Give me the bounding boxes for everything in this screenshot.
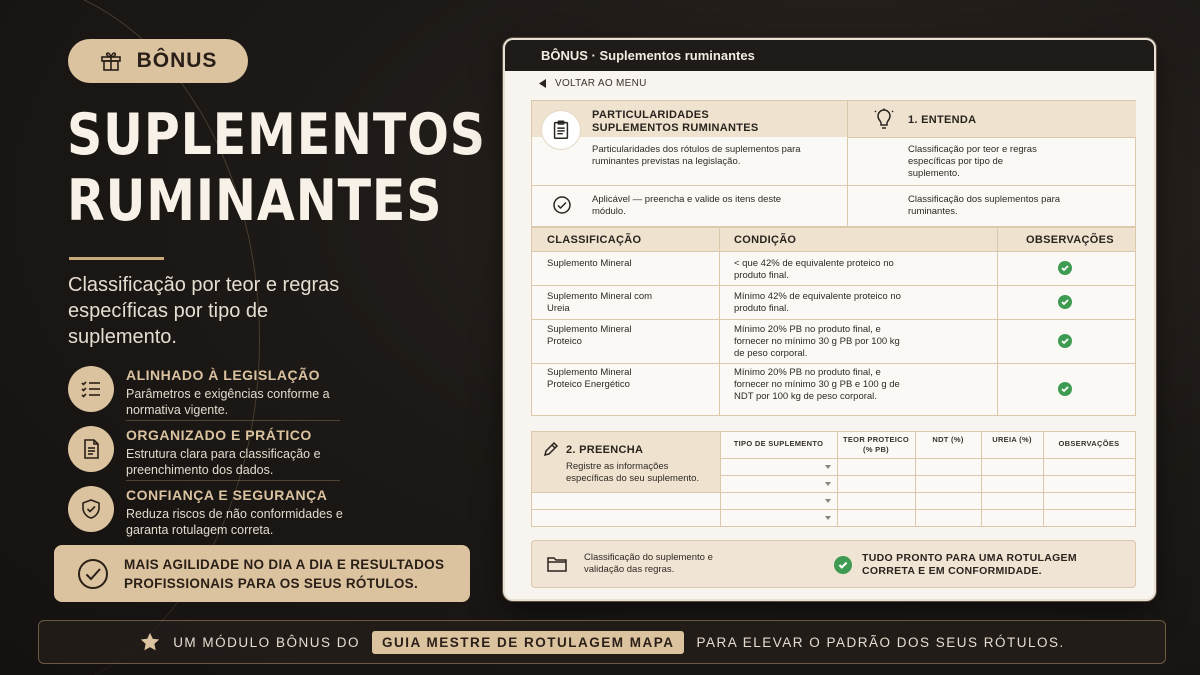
feature-confianca	[68, 486, 343, 540]
feature-organizado	[68, 426, 340, 480]
feature-desc: Parâmetros e exigências conforme a normativa vigente.	[126, 387, 330, 417]
bonus-badge	[68, 39, 248, 83]
value-input-cells[interactable]	[838, 459, 1135, 526]
check-icon	[1058, 295, 1072, 309]
footer-text-after: PARA ELEVAR O PADRÃO DOS SEUS RÓTULOS.	[696, 634, 1065, 650]
feature-desc: Reduza riscos de não conformidades e garanta rotulagem correta.	[126, 507, 343, 537]
col-header: UREIA (%)	[992, 435, 1032, 444]
feature-desc: Estrutura clara para classificação e preenchimento dos dados.	[126, 447, 321, 477]
check-circle-icon	[76, 557, 110, 591]
classificacao-desc: Classificação dos suplementos para ruminantes.	[908, 194, 1061, 217]
page-subtitle: Classificação por teor e regras específicas por tipo de suplemento.	[68, 274, 340, 348]
preencha-title: 2. PREENCHA	[566, 444, 644, 456]
col-header: TIPO DE SUPLEMENTO	[733, 439, 824, 448]
bottom-right-text: TUDO PRONTO PARA UMA ROTULAGEM CORRETA E EM CONFORMIDADE.	[862, 552, 1077, 577]
window-title: BÔNUS · Suplementos ruminantes	[541, 48, 755, 63]
back-arrow-icon	[539, 79, 547, 88]
col-header: NDT (%)	[932, 435, 964, 444]
footer-banner	[38, 620, 1166, 664]
window-titlebar	[505, 40, 1154, 71]
bottom-left-text: Classificação do suplemento e validação das regras.	[584, 552, 713, 575]
col-header: TEOR PROTEICO (% PB)	[843, 435, 909, 454]
col-header: OBSERVAÇÕES	[1058, 439, 1120, 448]
table-cell: Suplemento Mineral	[547, 258, 632, 269]
tipo-select[interactable]	[721, 510, 837, 526]
footer-highlight: GUIA MESTRE DE ROTULAGEM MAPA	[372, 631, 685, 654]
table-cell: Mínimo 20% PB no produto final, e fornecer no mínimo 30 g PB por 100 kg de peso corporal.	[734, 324, 900, 359]
aplicavel-text: Aplicável — preencha e valide os itens deste módulo.	[592, 194, 782, 217]
cta-text: MAIS AGILIDADE NO DIA A DIA E RESULTADOS PROFISSIONAIS PARA OS SEUS RÓTULOS.	[124, 556, 445, 591]
back-label: VOLTAR AO MENU	[555, 78, 647, 89]
title-line-2: RUMINANTES	[67, 168, 443, 234]
divider	[126, 480, 340, 481]
particularidades-title: PARTICULARIDADES SUPLEMENTOS RUMINANTES	[592, 109, 759, 134]
particularidades-desc: Particularidades dos rótulos de suplementos para ruminantes previstas na legislação.	[592, 144, 801, 167]
footer-text-before: UM MÓDULO BÔNUS DO	[173, 634, 360, 650]
cta-banner	[54, 545, 470, 602]
shield-check-icon	[79, 497, 103, 521]
tipo-select[interactable]	[721, 493, 837, 509]
entenda-desc: Classificação por teor e regras específicas por tipo de suplemento.	[908, 144, 1037, 179]
star-icon	[139, 631, 161, 653]
status-banner	[531, 540, 1136, 588]
table-header	[532, 227, 1135, 251]
entenda-title: 1. ENTENDA	[908, 114, 977, 126]
check-icon	[1058, 261, 1072, 275]
feature-title: ORGANIZADO E PRÁTICO	[126, 427, 312, 443]
title-underline	[69, 257, 164, 260]
col-header: OBSERVAÇÕES	[1026, 234, 1114, 246]
col-header: CONDIÇÃO	[734, 234, 797, 246]
back-to-menu-button[interactable]	[539, 78, 647, 89]
feature-title: CONFIANÇA E SEGURANÇA	[126, 487, 328, 503]
folder-icon	[546, 554, 568, 574]
table-cell: Suplemento Mineral Proteico	[547, 324, 632, 347]
feature-legislacao	[68, 366, 340, 420]
pencil-icon	[542, 440, 560, 458]
table-cell: Mínimo 20% PB no produto final, e fornecer no mínimo 30 g PB e 100 g de NDT por 100 kg de peso corporal.	[734, 367, 900, 402]
document-icon	[79, 437, 103, 461]
check-icon	[1058, 334, 1072, 348]
check-circle-outline-icon	[552, 195, 572, 215]
clipboard-icon	[550, 119, 572, 141]
table-cell: Mínimo 42% de equivalente proteico no produto final.	[734, 291, 901, 314]
tipo-select[interactable]	[721, 459, 837, 475]
success-check-icon	[834, 556, 852, 574]
check-icon	[1058, 382, 1072, 396]
col-header: CLASSIFICAÇÃO	[547, 234, 642, 246]
title-line-1: SUPLEMENTOS	[67, 102, 486, 168]
divider	[126, 420, 340, 421]
badge-label: BÔNUS	[136, 49, 218, 72]
page-title	[67, 102, 486, 234]
feature-title: ALINHADO À LEGISLAÇÃO	[126, 367, 321, 383]
table-cell: Suplemento Mineral Proteico Energético	[547, 367, 632, 390]
fill-form-table	[531, 431, 1136, 527]
table-cell: Suplemento Mineral com Ureia	[547, 291, 653, 314]
classification-table	[531, 227, 1136, 416]
preencha-desc: Registre as informações específicas do seu suplemento.	[566, 461, 700, 484]
checklist-icon	[79, 377, 103, 401]
info-panel	[531, 100, 1136, 227]
gift-icon	[99, 49, 123, 73]
table-cell: < que 42% de equivalente proteico no produto final.	[734, 258, 894, 281]
lightbulb-icon	[872, 108, 896, 132]
tipo-select[interactable]	[721, 476, 837, 492]
app-window	[503, 38, 1156, 601]
